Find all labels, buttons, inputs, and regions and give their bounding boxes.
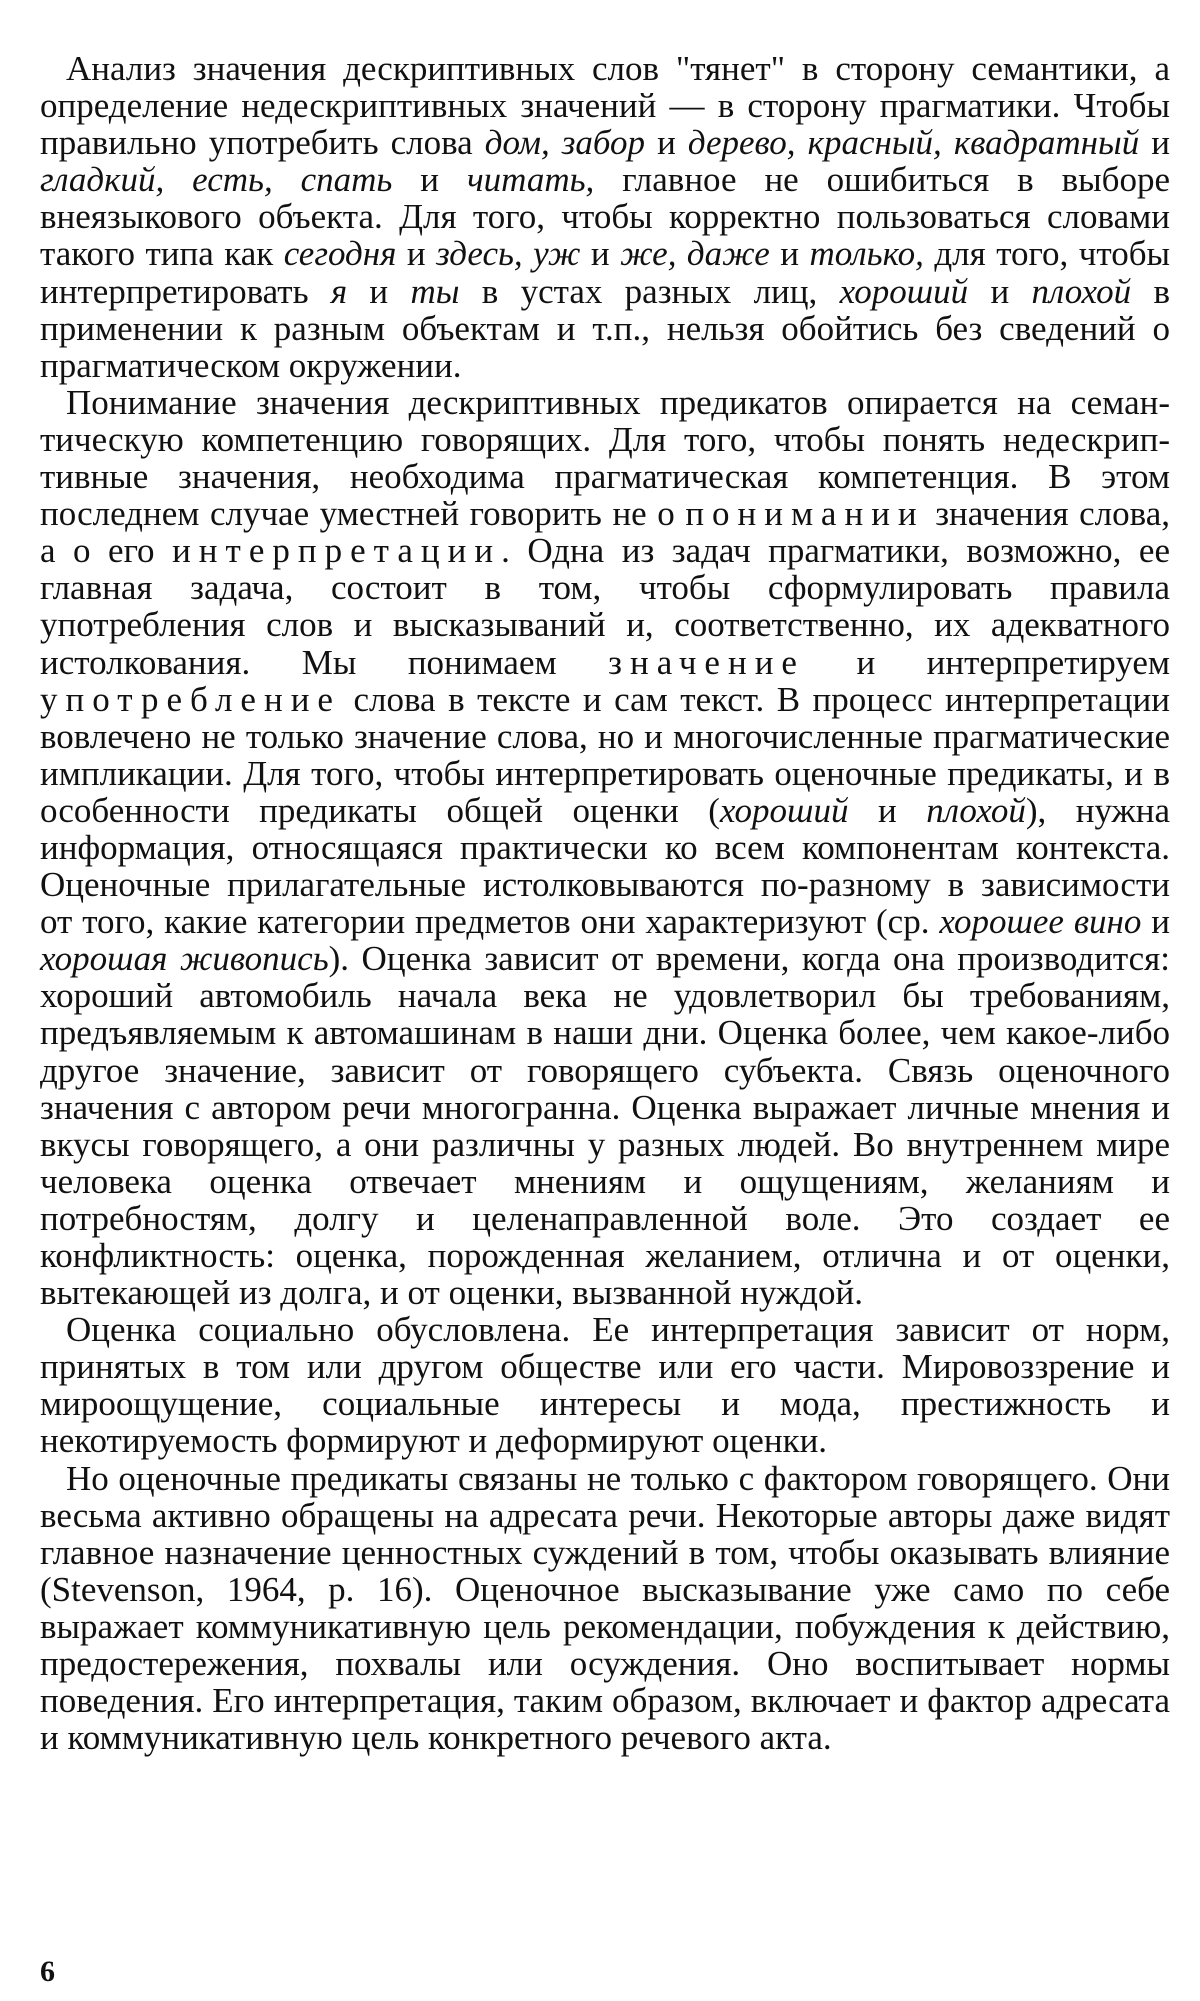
- text-run: и: [769, 234, 810, 274]
- text-run: и: [848, 790, 927, 830]
- text-run: ). Оценка зависит от времени, когда она производится: хороший автомобиль начала века не удовлетворил бы требованиям, предъявляемым к автомашинам в наши дни. Оценка более, чем какое-либо другое значение, зависит от говорящего субъекта. Связь оценочного значения с автором речи многогранна. Оценка выражает личные мнения и вкусы говорящего, а они различны у разных людей. Во внутреннем мире человека оценка отвечает мнениям и ощущениям, желаниям и потребностям, долгу и целенаправленной воле. Это создает ее конфликтность: оценка, порожденная желанием, отлична и от оценки, вытекающей из долга, и от оценки, вызванной нуждой.: [40, 939, 1170, 1313]
- text-run: и: [1139, 123, 1171, 163]
- text-run: и: [580, 234, 621, 274]
- text-run: и: [968, 271, 1032, 311]
- italic-term: дерево, красный, квадратный: [687, 123, 1140, 163]
- text-run: и: [347, 271, 411, 311]
- text-run: Оценка социально обусловлена. Ее интерпретация зависит от норм, принятых в том или другом обществе или его части. Мировоззрение и мироощущение, социальные интересы и мода, престижность и некотируемость формируют и деформируют оценки.: [40, 1310, 1170, 1461]
- paragraph: [40, 50, 1170, 384]
- paragraph: [40, 384, 1170, 1311]
- text-run: в применении к разным объектам и т.п., нельзя обойтись без сведений о прагматическом окружении.: [40, 271, 1171, 385]
- italic-term: плохой: [1031, 271, 1132, 311]
- italic-term: читать,: [466, 160, 595, 200]
- text-run: главное не ошибиться в выборе внеязыкового объекта. Для того, чтобы корректно пользоваться словами такого типа как: [40, 160, 1170, 274]
- italic-term: только,: [809, 234, 924, 274]
- italic-term: здесь, уж: [436, 234, 581, 274]
- italic-term: ты: [410, 271, 460, 311]
- spaced-term: значение: [608, 642, 805, 682]
- spaced-term: употребление: [40, 679, 341, 719]
- italic-term: я: [330, 271, 348, 311]
- document-page: [40, 50, 1170, 1990]
- italic-term: хороший: [839, 271, 969, 311]
- paragraph: [40, 1311, 1170, 1459]
- italic-term: сегодня: [283, 234, 397, 274]
- text-run: и интерпретируем: [804, 642, 1170, 682]
- text-run: значения слова, а о его: [40, 494, 1170, 571]
- italic-term: хорошее вино: [939, 902, 1142, 942]
- spaced-term: понимании: [685, 494, 925, 534]
- text-run: для того, чтобы интерпретировать: [40, 234, 1171, 311]
- body-text: [40, 50, 1170, 1756]
- paragraph: [40, 1460, 1170, 1757]
- text-run: ), нужна информация, относящаяся практически ко всем компонентам контекста. Оценочные прилагательные истолковываются по-разному в зависимости от того, какие категории предметов они характеризуют (ср.: [40, 790, 1171, 942]
- text-run: и: [645, 123, 688, 163]
- page-number: 6: [40, 1955, 55, 1988]
- text-run: Анализ значения дескриптивных слов "тянет" в сторону семантики, а определение недескриптивных значений — в сторону прагматики. Чтобы правильно употребить слова: [40, 49, 1170, 163]
- spaced-term: интерпретации: [172, 531, 502, 571]
- text-run: . Одна из задач прагматики, возможно, ее главная задача, состоит в том, чтобы сформулировать правила употребления слов и высказываний и, соответственно, их адекватного истолкования. Мы понимаем: [40, 531, 1170, 682]
- text-run: Но оценочные предикаты связаны не только с фактором говорящего. Они весьма активно обращены на адресата речи. Некоторые авторы даже видят главное назначение ценностных суждений в том, чтобы оказывать влияние (Stevenson, 1964, p. 16). Оценочное высказывание уже само по себе выражает коммуникативную цель рекомендации, побуждения к действию, предостережения, похвалы или осуждения. Оно воспитывает нормы поведения. Его интерпретация, таким образом, включает и фактор адресата и коммуникативную цель конкретного речевого акта.: [40, 1458, 1170, 1758]
- text-run: Понимание значения дескриптивных предикатов опирается на семантическую компетенцию говорящих. Для того, чтобы понять недескриптивные значения, необходима прагматическая компетенция. В этом последнем случае уместней говорить не о: [40, 382, 1170, 534]
- italic-term: дом, забор: [484, 123, 646, 163]
- text-run: и: [392, 160, 467, 200]
- italic-term: же, даже: [620, 234, 770, 274]
- italic-term: плохой: [926, 790, 1026, 830]
- text-run: в устах разных лиц,: [459, 271, 840, 311]
- italic-term: хорошая живопись: [40, 939, 329, 979]
- italic-term: хороший: [719, 790, 849, 830]
- text-run: и: [1141, 902, 1170, 942]
- text-run: и: [396, 234, 437, 274]
- italic-term: гладкий, есть, спать: [40, 160, 393, 200]
- text-run: слова в тексте и сам текст. В процесс интерпретации вовлечено не только значение слова, но и многочисленные прагматические импликации. Для того, чтобы интерпретировать оценочные предикаты, и в особенности предикаты общей оценки (: [40, 679, 1170, 830]
